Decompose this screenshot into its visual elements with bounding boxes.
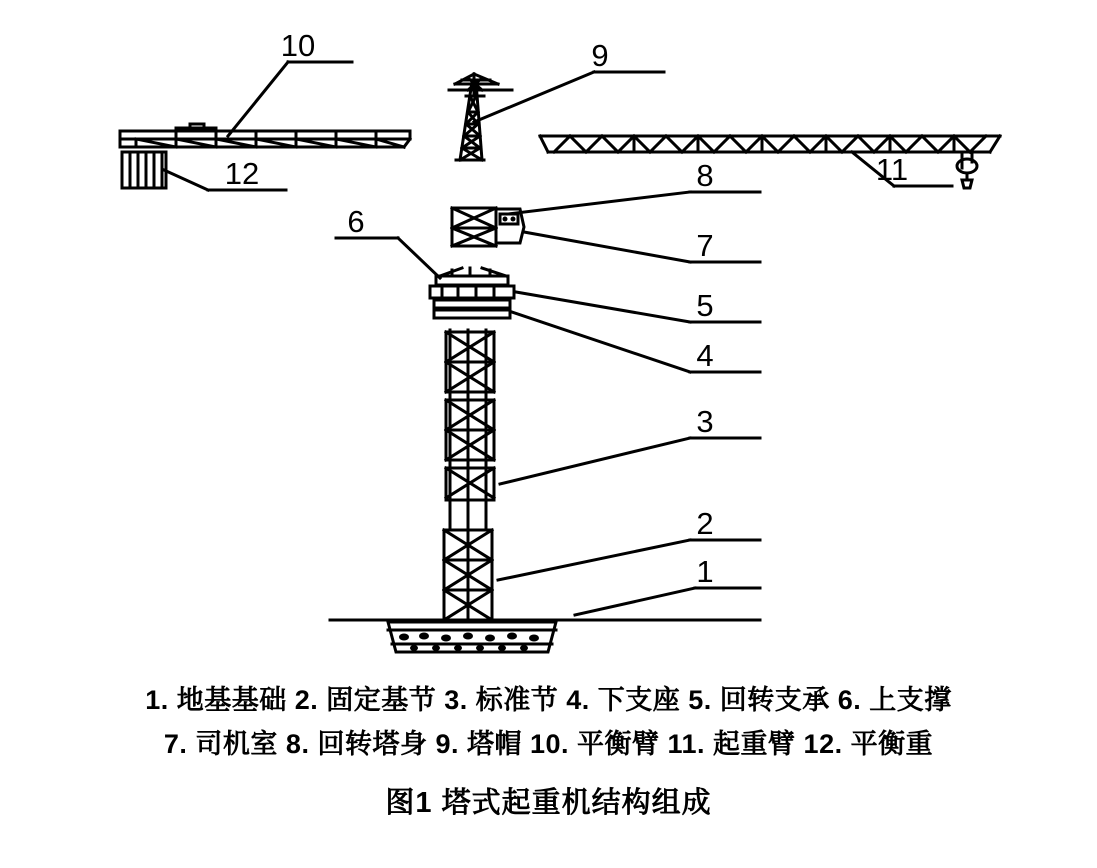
- legend-line-1: 1. 地基基础 2. 固定基节 3. 标准节 4. 下支座 5. 回转支承 6. 上支撑: [145, 685, 952, 715]
- part-slewing-tower-body: [452, 208, 496, 246]
- part-counter-jib: [120, 124, 410, 147]
- callout-number-7: 7: [696, 228, 714, 263]
- callout-number-8: 8: [696, 158, 714, 193]
- part-upper-support: [436, 268, 508, 285]
- part-tower-cap: [449, 74, 512, 160]
- callout-number-5: 5: [696, 288, 714, 323]
- figure-caption: 图1 塔式起重机结构组成: [385, 787, 712, 819]
- callout-number-11: 11: [875, 152, 909, 187]
- part-fixed-base-section: [444, 530, 492, 620]
- part-jib: [540, 136, 1000, 188]
- part-foundation: [330, 620, 760, 652]
- callout-number-6: 6: [347, 204, 365, 239]
- callout-number-3: 3: [696, 404, 714, 439]
- callout-number-10: 10: [280, 28, 316, 63]
- part-lower-support-seat: [434, 300, 510, 318]
- callout-number-4: 4: [696, 338, 714, 373]
- part-counterweight: [122, 152, 166, 188]
- legend-line-2: 7. 司机室 8. 回转塔身 9. 塔帽 10. 平衡臂 11. 起重臂 12. 平衡重: [163, 729, 934, 759]
- callout-number-1: 1: [696, 554, 714, 589]
- part-slewing-bearing: [430, 286, 514, 298]
- callout-number-12: 12: [224, 156, 260, 191]
- callout-number-9: 9: [591, 38, 609, 73]
- callout-number-2: 2: [696, 506, 714, 541]
- part-standard-sections: [446, 330, 494, 530]
